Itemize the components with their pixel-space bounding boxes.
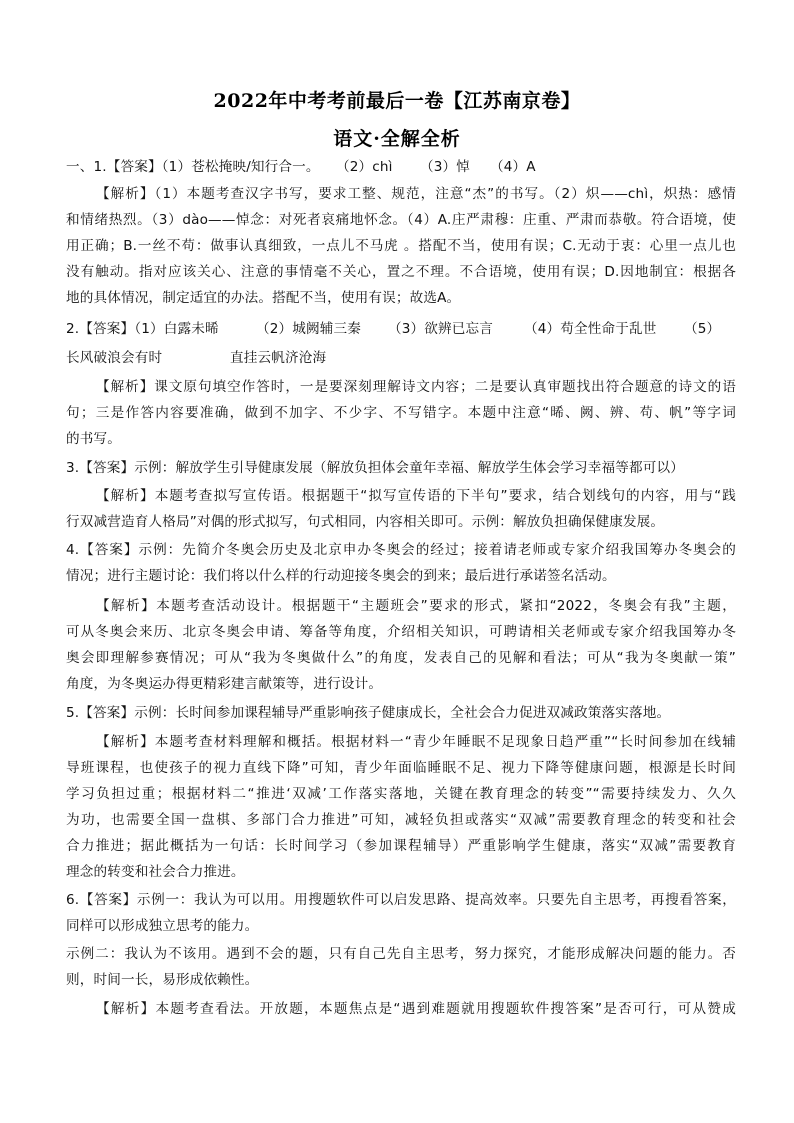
- answer-line: [66, 320, 736, 338]
- answer-segment: （2）城阙辅三秦: [256, 321, 362, 337]
- analysis-line: 【解析】课文原句填空作答时，一是要深刻理解诗文内容；二是要认真审题找出符合题意的诗文的语: [96, 379, 736, 395]
- analysis-line: 【解析】本题考查看法。开放题，本题焦点是“遇到难题就用搜题软件搜答案”是否可行，可从赞成: [96, 1001, 736, 1017]
- text-line: 同样可以形成独立思考的能力。: [66, 918, 259, 934]
- text-line: 地的具体情况，制定适宜的办法。搭配不当，使用有误；故选A。: [66, 290, 461, 306]
- answer-segment: （3）悼: [420, 159, 471, 175]
- text-line: 没有触动。指对应该关心、注意的事情毫不关心，置之不理。不合语境，使用有误；D.因地制宜：根据各: [66, 264, 736, 280]
- text-line: 行双减营造育人格局”对偶的形式拟写，句式相同，内容相关即可。示例：解放负担确保健康发展。: [66, 514, 665, 530]
- page-title: 2022年中考考前最后一卷【江苏南京卷】: [213, 90, 581, 112]
- answer-line: 6.【答案】示例一：我认为可以用。用搜题软件可以启发思路、提高效率。只要先自主思考，再搜看答案，: [66, 892, 736, 908]
- text-line: 句；三是作答内容要准确，做到不加字、不少字、不写错字。本题中注意“晞、阙、辨、苟、帆”等字词: [66, 405, 736, 421]
- text-line: 示例二：我认为不该用。遇到不会的题，只有自己先自主思考，努力探究，才能形成解决问题的能力。否: [66, 946, 736, 962]
- analysis-line: 【解析】本题考查材料理解和概括。根据材料一“青少年睡眠不足现象日趋严重”“长时间参加在线辅: [96, 734, 736, 750]
- answer-line: 5.【答案】示例：长时间参加课程辅导严重影响孩子健康成长，全社会合力促进双减政策落实落地。: [66, 705, 671, 721]
- text-line: 角度，为冬奥运办得更精彩建言献策等，进行设计。: [66, 676, 383, 692]
- answer-segment: （4）苟全性命于乱世: [524, 321, 657, 337]
- analysis-line: 【解析】本题考查拟写宣传语。根据题干“拟写宣传语的下半句”要求，结合划线句的内容，用与“践: [96, 488, 736, 504]
- answer-segment: （5）: [684, 321, 721, 337]
- text-line: 为功，也需要全国一盘棋、多部门合力推进”可知，减轻负担或落实“双减”需要教育理念的转变和社会: [66, 812, 736, 828]
- text-line: 则，时间一长，易形成依赖性。: [66, 972, 259, 988]
- answer-segment: （3）欲辨已忘言: [388, 321, 494, 337]
- text-line: 情况；进行主题讨论：我们将以什么样的行动迎接冬奥会的到来；最后进行承诺签名活动。: [66, 568, 616, 584]
- answer-segment: （4）A: [490, 159, 536, 175]
- text-line: 可从冬奥会来历、北京冬奥会申请、筹备等角度，介绍相关知识，可聘请相关老师或专家介绍我国筹办冬: [66, 624, 736, 640]
- text-line: 奥会即理解参赛情况；可从“我为冬奥做什么”的角度，发表自己的见解和看法；可从“我为冬奥献一策”: [66, 650, 736, 666]
- text-line: 和情绪热烈。（3）dào——悼念：对死者哀痛地怀念。（4）A.庄严肃穆：庄重、严肃而恭敬。符合语境，使: [66, 212, 736, 228]
- text-line: 学习负担过重；根据材料二“推进‘双减’工作落实落地，关键在教育理念的转变”“需要持续发力、久久: [66, 786, 736, 802]
- text-line: 导班课程，也使孩子的视力直线下降”可知，青少年面临睡眠不足、视力下降等健康问题，根源是长时间: [66, 760, 736, 776]
- answer-segment: 2.【答案】（1）白露未晞: [66, 321, 219, 337]
- analysis-line: 【解析】本题考查活动设计。根据题干“主题班会”要求的形式，紧扣“2022，冬奥会有我”主题，: [96, 598, 736, 614]
- answer-line: [66, 158, 736, 176]
- answer-segment: （2）chì: [336, 159, 393, 175]
- page-subtitle: 语文·全解全析: [333, 128, 461, 150]
- analysis-line: 【解析】（1）本题考查汉字书写，要求工整、规范，注意“杰”的书写。（2）炽——chì，炽热：感情: [96, 186, 736, 202]
- text-line: 理念的转变和社会合力推进。: [66, 864, 245, 880]
- answer-segment: 长风破浪会有时: [66, 350, 163, 366]
- answer-line: 3.【答案】示例：解放学生引导健康发展（解放负担体会童年幸福、解放学生体会学习幸福等都可以）: [66, 460, 684, 476]
- text-line: 的书写。: [66, 431, 121, 447]
- answer-line: [66, 349, 736, 367]
- answer-segment: 一、1.【答案】（1）苍松掩映/知行合一。: [66, 159, 320, 175]
- text-line: 用正确；B.一丝不苟：做事认真细致，一点儿不马虎 。搭配不当，使用有误；C.无动于衷：心里一点儿也: [66, 238, 736, 254]
- answer-line: 4.【答案】示例：先简介冬奥会历史及北京申办冬奥会的经过；接着请老师或专家介绍我国筹办冬奥会的: [66, 542, 736, 558]
- text-line: 合力推进；据此概括为一句话：长时间学习（参加课程辅导）严重影响学生健康，落实“双减”需要教育: [66, 838, 736, 854]
- answer-segment: 直挂云帆济沧海: [230, 350, 327, 366]
